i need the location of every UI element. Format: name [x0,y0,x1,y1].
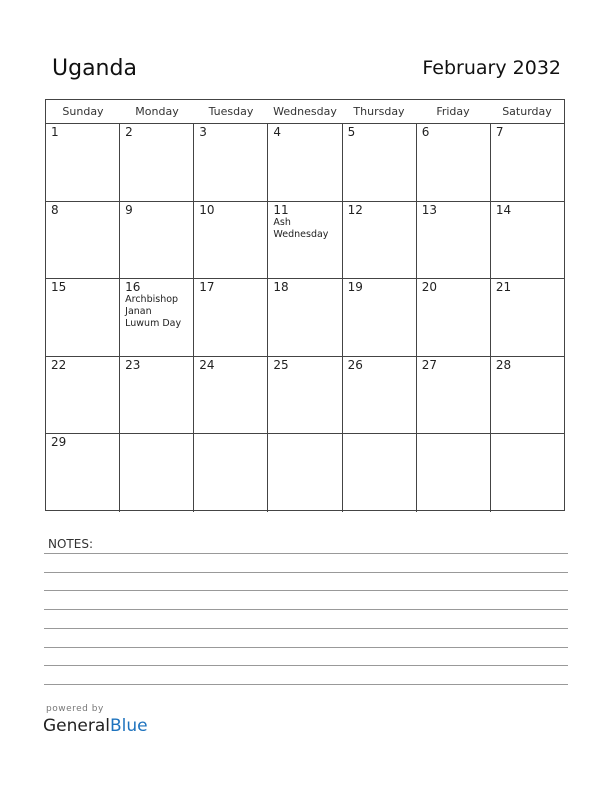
day-cell [46,357,120,434]
day-number: 7 [495,125,504,139]
day-number: 19 [347,280,363,295]
day-cell [46,279,120,356]
day-number: 13 [421,202,437,217]
note-line [44,647,568,648]
day-cell [46,124,120,201]
day-number: 29 [51,435,67,450]
day-cell [417,124,491,201]
powered-by-text: powered by [46,704,104,714]
country-title: Uganda [52,56,137,81]
day-cell [343,279,417,356]
day-cell [46,434,120,512]
brand-general: General [43,716,110,736]
day-number: 3 [199,125,207,139]
day-cell [417,434,491,512]
day-number: 25 [273,357,289,372]
day-cell [120,124,194,201]
day-cell [120,434,194,512]
day-cell [491,279,564,356]
day-number: 6 [421,125,430,139]
day-cell [417,279,491,356]
day-number: 16 [125,280,141,295]
note-line [44,590,568,591]
week-row [46,357,564,435]
day-cell [268,202,342,279]
day-cell [46,202,120,279]
week-row [46,124,564,202]
day-cell [120,279,194,356]
day-cell [343,357,417,434]
day-cell [417,202,491,279]
day-number: 21 [495,280,512,295]
day-cell [417,357,491,434]
week-row [46,434,564,512]
day-cell [491,124,564,201]
note-line [44,684,568,685]
weekday-sunday: Sunday [62,105,104,118]
day-number: 23 [125,357,141,372]
calendar-grid [45,99,565,511]
weekday-saturday: Saturday [502,105,552,118]
day-cell [343,124,417,201]
day-number: 24 [199,357,215,372]
day-cell [194,434,268,512]
day-cell [194,124,268,201]
day-cell [491,434,564,512]
day-cell [268,357,342,434]
day-number: 9 [125,202,133,217]
brand-blue: Blue [110,716,148,736]
day-number: 8 [51,202,59,217]
day-cell [491,202,564,279]
note-line [44,609,568,610]
note-line [44,572,568,573]
day-number: 14 [495,202,512,217]
day-number: 27 [421,357,437,372]
calendar-weeks [46,124,564,512]
week-row [46,279,564,357]
day-cell [120,202,194,279]
month-title: February 2032 [422,57,561,79]
day-cell [194,202,268,279]
weekday-monday: Monday [135,105,179,118]
day-number: 2 [125,125,133,139]
day-number: 17 [199,280,215,295]
day-cell [194,279,268,356]
weekday-friday: Friday [436,105,470,118]
holiday-label: Archbishop Janan Luwum Day [125,294,182,330]
day-cell [268,434,342,512]
note-line [44,628,568,629]
day-number: 20 [421,280,437,295]
day-cell [268,124,342,201]
note-line [44,553,568,554]
day-cell [491,357,564,434]
day-number: 12 [347,202,363,217]
day-number: 28 [495,357,512,372]
day-cell [120,357,194,434]
weekday-wednesday: Wednesday [273,105,337,118]
day-number: 18 [273,280,289,295]
day-number: 4 [273,125,282,139]
notes-label: NOTES: [48,537,93,551]
day-number: 5 [347,125,356,139]
day-number: 1 [51,125,59,139]
brand-logo [43,716,148,736]
day-number: 10 [199,202,215,217]
day-cell [194,357,268,434]
day-number: 11 [273,202,289,217]
weekday-tuesday: Tuesday [208,105,254,118]
day-number: 26 [347,357,363,372]
week-row [46,202,564,280]
day-number: 22 [51,357,67,372]
day-cell [343,202,417,279]
note-line [44,665,568,666]
holiday-label: Ash Wednesday [273,216,329,240]
weekday-thursday: Thursday [353,105,405,118]
weekday-header-row [46,100,564,124]
day-cell [343,434,417,512]
day-cell [268,279,342,356]
day-number: 15 [51,280,67,295]
